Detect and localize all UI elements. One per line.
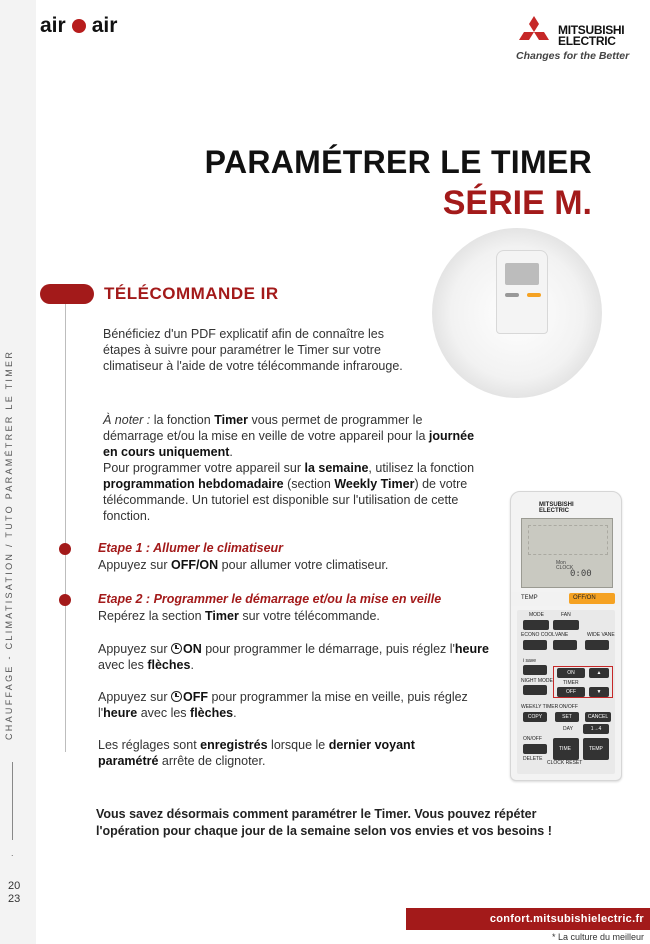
logo-dot-icon bbox=[72, 19, 86, 33]
step-text: pour programmer la mise en veille, puis réglez l' bbox=[98, 690, 468, 720]
intro-paragraph: Bénéficiez d'un PDF explicatif afin de connaître les étapes à suivre pour paramétrer le Timer sur votre climatiseur à l'aide de votre télécommande infrarouge. bbox=[103, 327, 403, 373]
step-text: pour allumer votre climatiseur. bbox=[218, 558, 389, 572]
mitsubishi-tagline: Changes for the Better bbox=[516, 50, 630, 62]
note-text: ) de votre télécommande. Un tutoriel est disponible sur l'utilisation de cette fonction. bbox=[103, 477, 468, 523]
step-text: lorsque le bbox=[267, 738, 329, 752]
remote-fan-label: FAN bbox=[561, 612, 571, 618]
note-text: (section bbox=[283, 477, 335, 491]
remote-screen-segments bbox=[528, 525, 608, 555]
step1-text bbox=[98, 557, 478, 573]
footer-note: * La culture du meilleur bbox=[551, 932, 644, 942]
remote-nightmode-label: NIGHT MODE bbox=[521, 678, 553, 684]
clock-icon bbox=[171, 691, 182, 702]
remote-weeklytimer-label: WEEKLY TIMER bbox=[521, 704, 559, 710]
note-label: À noter : bbox=[103, 413, 151, 427]
note-bold: Weekly Timer bbox=[334, 477, 415, 491]
step-text: . bbox=[233, 706, 237, 720]
remote-day-label: DAY bbox=[563, 726, 573, 732]
remote-copy-button: COPY bbox=[523, 712, 547, 722]
remote-on-button: ON bbox=[557, 668, 585, 678]
note-text: Pour programmer votre appareil sur bbox=[103, 461, 305, 475]
step-bold: ON bbox=[182, 642, 202, 656]
note-bold: Timer bbox=[214, 413, 249, 427]
remote-delete-label: DELETE bbox=[523, 756, 543, 762]
remote-onoff2-label: ON/OFF bbox=[523, 736, 542, 742]
remote-screen bbox=[521, 518, 613, 588]
remote-delete-button bbox=[523, 744, 547, 754]
mitsubishi-wordmark bbox=[558, 25, 624, 47]
three-diamonds-icon bbox=[516, 16, 552, 48]
remote-small-button bbox=[505, 293, 519, 297]
remote-econocool-button bbox=[523, 640, 547, 650]
note-paragraph bbox=[103, 412, 483, 524]
year-bottom: 23 bbox=[8, 893, 21, 905]
note-text: . bbox=[229, 445, 233, 459]
step1-bullet bbox=[59, 543, 71, 555]
step-bold: dernier voyant paramétré bbox=[98, 738, 415, 768]
note-bold: programmation hebdomadaire bbox=[103, 477, 284, 491]
step-text: avec les bbox=[98, 658, 148, 672]
remote-econocool-label: ECONO COOL bbox=[521, 632, 555, 638]
step-text: . bbox=[190, 658, 194, 672]
page-subtitle: SÉRIE M. bbox=[442, 184, 592, 222]
step-bold: heure bbox=[103, 706, 138, 720]
step-text: Appuyez sur bbox=[98, 642, 171, 656]
note-text: vous permet de programmer le démarrage et/ou la mise en veille de votre appareil pour la bbox=[103, 413, 429, 443]
remote-clock-label: CLOCK bbox=[556, 565, 574, 571]
sidebar-text: CHAUFFAGE - CLIMATISATION / TUTO PARAMÉTRER LE TIMER bbox=[4, 349, 14, 740]
step-bold: Timer bbox=[205, 609, 239, 623]
remote-mode-label: MODE bbox=[529, 612, 544, 618]
remote-widevane-label: WIDE VANE bbox=[587, 632, 615, 638]
sidebar-dot: . bbox=[11, 848, 14, 858]
step2-paragraph-1 bbox=[98, 608, 478, 624]
remote-mon: Mon bbox=[556, 560, 566, 566]
closing-paragraph: Vous savez désormais comment paramétrer le Timer. Vous pouvez répéter l'opération pour chaque jour de la semaine selon vos envies et vos besoins ! bbox=[96, 807, 552, 838]
remote-screen-time: 0:00 bbox=[570, 569, 592, 579]
remote-off-button: OFF bbox=[557, 687, 585, 697]
remote-up-arrow-button: ▲ bbox=[589, 668, 609, 678]
remote-mode-button bbox=[523, 620, 549, 630]
mitsubishi-line1: MITSUBISHI bbox=[558, 23, 625, 37]
section-pill bbox=[40, 284, 94, 304]
step-text: Appuyez sur bbox=[98, 690, 171, 704]
remote-clock-button-label: CLOCK bbox=[547, 760, 565, 766]
year bbox=[8, 880, 20, 906]
step-bold: OFF/ON bbox=[170, 558, 219, 572]
ir-remote-image bbox=[496, 250, 548, 334]
note-bold: la semaine bbox=[304, 461, 369, 475]
remote-small-onoff bbox=[527, 293, 541, 297]
step-bold: enregistrés bbox=[200, 738, 268, 752]
remote-reset-label: RESET bbox=[565, 760, 583, 766]
step-bold: heure bbox=[454, 642, 489, 656]
step-bold: OFF bbox=[182, 690, 208, 704]
page-title: PARAMÉTRER LE TIMER bbox=[204, 144, 592, 180]
remote-down-arrow-button: ▼ bbox=[589, 687, 609, 697]
remote-temp2-label: TEMP bbox=[589, 746, 603, 752]
note-text: , utilisez la fonction bbox=[368, 461, 475, 475]
remote-onoff-button: OFF/ON bbox=[569, 593, 615, 604]
remote-vane-label: VANE bbox=[555, 632, 569, 638]
step2-bullet bbox=[59, 594, 71, 606]
step-text: Repérez la section bbox=[98, 609, 206, 623]
step-text: avec les bbox=[137, 706, 191, 720]
remote-day-range: 1→4 bbox=[583, 724, 609, 734]
note-text: la fonction bbox=[150, 413, 215, 427]
mitsubishi-line2: ELECTRIC bbox=[558, 34, 616, 48]
remote-widevane-button bbox=[585, 640, 609, 650]
website-link[interactable]: confort.mitsubishielectric.fr bbox=[406, 908, 650, 930]
remote-small-screen bbox=[505, 263, 539, 285]
air-air-logo bbox=[40, 14, 117, 38]
timeline-line bbox=[65, 304, 66, 752]
step2-title: Etape 2 : Programmer le démarrage et/ou la mise en veille bbox=[98, 592, 442, 606]
step-text: Les réglages sont bbox=[98, 738, 201, 752]
section-title: TÉLÉCOMMANDE IR bbox=[104, 284, 279, 303]
remote-logo-line2: ELECTRIC bbox=[539, 508, 569, 514]
step2-paragraph-4 bbox=[98, 737, 468, 769]
remote-logo-line1: MITSUBISHI bbox=[539, 502, 574, 508]
remote-vane-button bbox=[553, 640, 577, 650]
step1-title: Etape 1 : Allumer le climatiseur bbox=[98, 541, 284, 555]
sidebar-divider bbox=[12, 762, 13, 840]
remote-fan-button bbox=[553, 620, 579, 630]
clock-icon bbox=[171, 643, 182, 654]
remote-time-label: TIME bbox=[559, 746, 571, 752]
step-text: sur votre télécommande. bbox=[238, 609, 380, 623]
remote-timer-label: TIMER bbox=[563, 680, 579, 686]
logo-air-left: air bbox=[40, 14, 66, 37]
note-bold: journée en cours uniquement bbox=[103, 429, 475, 459]
year-top: 20 bbox=[8, 880, 21, 892]
remote-control-diagram bbox=[510, 491, 622, 781]
remote-bottom-labels bbox=[547, 760, 582, 766]
remote-isave-label: i save bbox=[523, 658, 537, 664]
logo-air-right: air bbox=[91, 14, 118, 37]
remote-isave-button bbox=[523, 665, 547, 675]
remote-set-button: SET bbox=[555, 712, 579, 722]
remote-nightmode-button bbox=[523, 685, 547, 695]
step-bold: flèches bbox=[190, 706, 234, 720]
remote-cancel-button: CANCEL bbox=[585, 712, 611, 722]
step-text: Appuyez sur bbox=[98, 558, 171, 572]
step2-paragraph-2 bbox=[98, 641, 494, 673]
step-text: arrête de clignoter. bbox=[158, 754, 266, 768]
remote-temp-label: TEMP bbox=[521, 595, 538, 601]
remote-logo bbox=[539, 502, 574, 514]
step2-paragraph-3 bbox=[98, 689, 478, 721]
step-bold: flèches bbox=[147, 658, 191, 672]
remote-onoffw-label: ON/OFF bbox=[559, 704, 578, 710]
step-text: pour programmer le démarrage, puis réglez l' bbox=[201, 642, 455, 656]
timer-highlight-box bbox=[553, 666, 613, 698]
